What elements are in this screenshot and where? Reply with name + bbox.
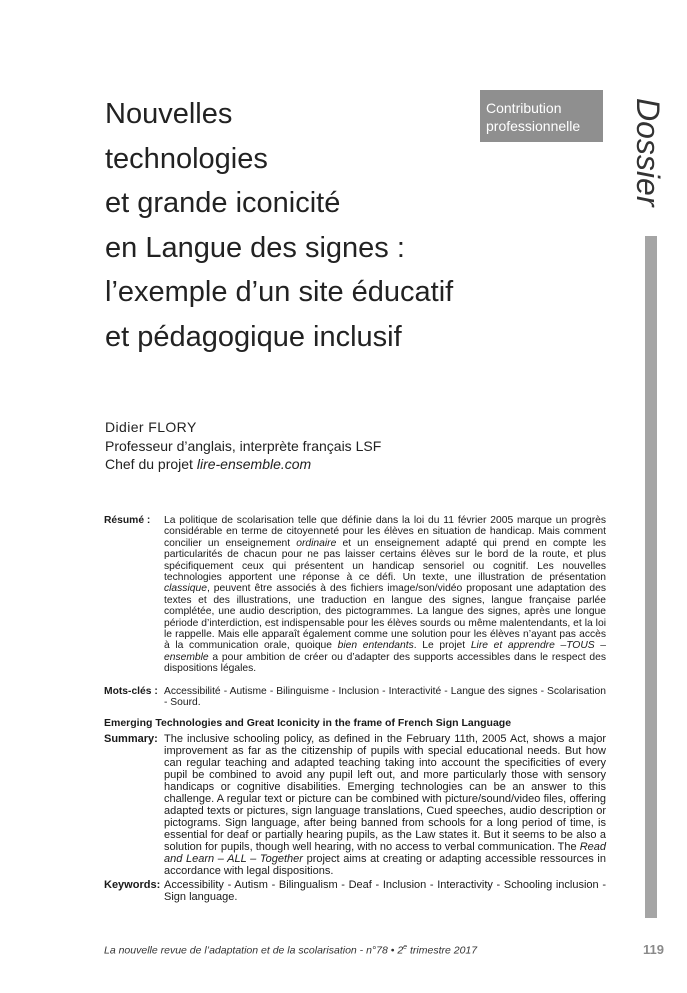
resume-emphasis: classique xyxy=(164,583,207,595)
title-line: l’exemple d’un site éducatif xyxy=(105,276,454,308)
resume-segment: et un enseignement adapté qui prend en compte les particularités de chacun pour ne pas laisser certains élèves sur le bord de la route, et plus spécifiquement ceux qui présentent un handicap sensoriel ou cognitif. Les nouvelles technologies apportent une réponse à ce défi. Un texte, une illustration de présentation xyxy=(164,537,606,584)
keywords-label: Keywords: xyxy=(104,879,161,891)
footer-sup: e xyxy=(403,944,408,951)
category-badge xyxy=(480,90,603,142)
motscles-label: Mots-clés : xyxy=(104,686,158,697)
resume-segment: . Le projet xyxy=(413,640,471,652)
sidebar-bar xyxy=(645,236,657,918)
summary-label: Summary: xyxy=(104,733,158,745)
section-label: Dossier xyxy=(630,98,666,207)
resume-segment: a pour ambition de créer ou d’adapter des supports accessibles dans le respect des dispositions légales. xyxy=(164,651,606,675)
resume-emphasis: ordinaire xyxy=(296,537,337,549)
footer-journal: La nouvelle revue de l’adaptation et de la scolarisation - n°78 • 2 xyxy=(104,944,404,957)
page-number: 119 xyxy=(643,942,664,957)
author-project xyxy=(105,455,381,474)
title-line: technologies xyxy=(105,142,268,175)
resume-segment: La politique de scolarisation telle que définie dans la loi du 11 février 2005 marque un progrès considérable en terme de citoyenneté pour les élèves en situation de handicap. Mais comment concilier un enseignement xyxy=(164,515,606,549)
resume-emphasis: bien entendants xyxy=(337,640,414,652)
title-line: Nouvelles xyxy=(105,98,233,130)
journal-footer xyxy=(104,944,477,957)
resume-segment: , peuvent être associés à des fichiers image/son/vidéo proposant une adaptation des textes et des illustrations, une traduction en langue des signes, langue française parlée complétée, une audio description, des pictogrammes. La langue des signes, après une longue période d’interdiction, est indispensable pour les élèves sourds ou même malentendants, et la loi le rappelle. Mais elle apparaît également comme une solution pour les élèves n’ayant pas accès à la communication orale, quoique xyxy=(164,583,606,652)
english-title: Emerging Technologies and Great Iconicity in the frame of French Sign Language xyxy=(104,717,512,729)
keywords-block xyxy=(104,879,606,903)
resume-block xyxy=(104,515,606,675)
author-name: Didier FLORY xyxy=(105,419,197,435)
summary-text xyxy=(164,733,606,877)
author-project-site: lire-ensemble.com xyxy=(196,456,312,472)
title-line: et pédagogique inclusif xyxy=(105,320,402,353)
keywords-text: Accessibility - Autism - Bilingualism - Deaf - Inclusion - Interactivity - Schooling inclusion - Sign language. xyxy=(164,879,606,903)
summary-segment: project aims at creating or adapting accessible ressources in accordance with legal dispositions. xyxy=(164,853,606,877)
category-line: Contribution xyxy=(486,100,562,116)
resume-label: Résumé : xyxy=(104,515,151,526)
resume-text xyxy=(164,515,606,675)
motscles-text: Accessibilité - Autisme - Bilinguisme - Inclusion - Interactivité - Langue des signes - Scolarisation - Sourd. xyxy=(164,686,606,709)
resume-emphasis: Lire et apprendre –TOUS – ensemble xyxy=(164,640,607,663)
title-line: et grande iconicité xyxy=(105,187,341,219)
summary-block xyxy=(104,733,606,877)
title-line: en Langue des signes : xyxy=(105,231,405,264)
summary-emphasis: Read and Learn – ALL – Together xyxy=(164,841,606,865)
category-line: professionnelle xyxy=(486,118,581,134)
author-block xyxy=(105,418,381,474)
motscles-block xyxy=(104,686,606,709)
summary-segment: The inclusive schooling policy, as defined in the February 11th, 2005 Act, shows a major improvement as far as the citizenship of pupils with special educational needs. But how can regular teaching and adapted teaching taking into account the specificities of every pupil be combined to avoid any pupil left out, and more particularly those with sensory handicaps or cognitive disabilities. Emerging technologies can be an answer to this challenge. A regular text or picture can be combined with picture/sound/video files, offering adapted texts or pictures, sign language translations, Cued speeches, audio description or pictograms. Sign language, after being banned from schools for a long period of time, is essential for deaf or partially hearing pupils, as the Law states it. But it seems to be also a solution for pupils, though well hearing, with no access to verbal communication. The xyxy=(164,733,606,853)
author-project-prefix: Chef du projet xyxy=(105,456,197,472)
footer-rest: trimestre 2017 xyxy=(407,944,478,957)
author-role: Professeur d’anglais, interprète français LSF xyxy=(105,437,382,454)
